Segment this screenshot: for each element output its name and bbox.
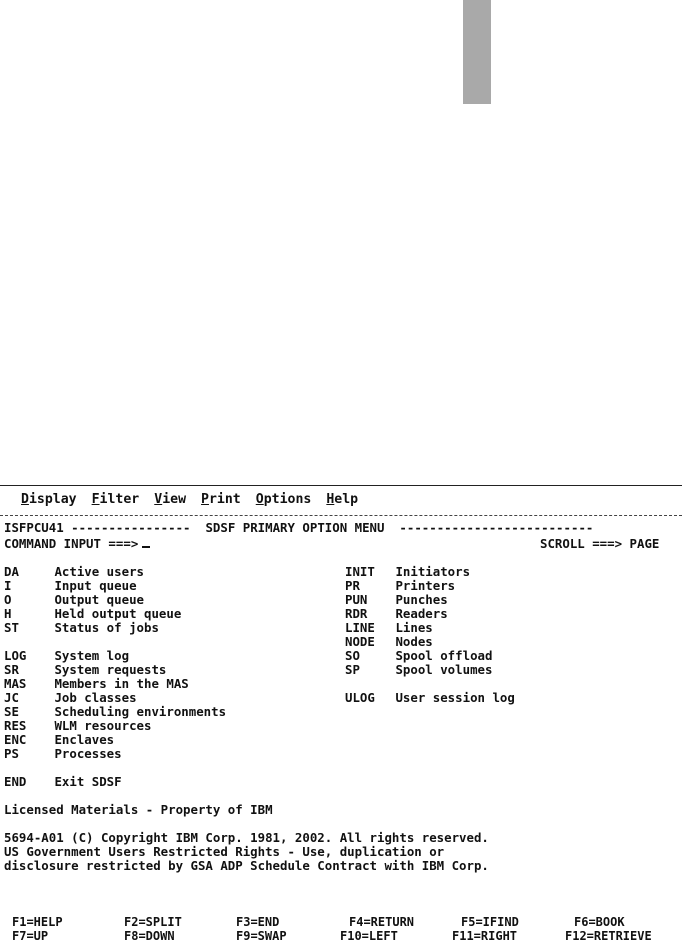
pf-key-f2[interactable]: F2=SPLIT xyxy=(124,915,182,929)
pf-key-f9[interactable]: F9=SWAP xyxy=(236,929,287,943)
option-line[interactable] xyxy=(345,620,433,635)
option-code: O xyxy=(4,592,12,607)
option-label: Status of jobs xyxy=(54,620,159,635)
option-so[interactable] xyxy=(345,648,492,663)
option-code: PR xyxy=(345,578,360,593)
option-code: INIT xyxy=(345,564,375,579)
option-h[interactable] xyxy=(4,606,181,621)
option-label: Processes xyxy=(54,746,122,761)
option-code: SP xyxy=(345,662,360,677)
option-label: Input queue xyxy=(54,578,137,593)
pf-key-f10[interactable]: F10=LEFT xyxy=(340,929,398,943)
option-label: Printers xyxy=(395,578,456,593)
license-text: Licensed Materials - Property of IBM xyxy=(4,802,273,817)
pf-key-f4[interactable]: F4=RETURN xyxy=(349,915,415,929)
scroll-value[interactable]: PAGE xyxy=(629,536,660,551)
option-label: Spool volumes xyxy=(395,662,493,677)
copyright-line-2: US Government Users Restricted Rights - Use, duplication or xyxy=(4,844,445,859)
option-label: Readers xyxy=(395,606,448,621)
option-enc[interactable] xyxy=(4,732,114,747)
scroll-label: SCROLL ===> xyxy=(540,536,623,551)
option-code: MAS xyxy=(4,676,27,691)
option-sp[interactable] xyxy=(345,662,492,677)
option-se[interactable] xyxy=(4,704,226,719)
menu-print[interactable]: Print xyxy=(201,492,241,507)
option-ulog[interactable] xyxy=(345,690,515,705)
option-code: I xyxy=(4,578,12,593)
option-code: JC xyxy=(4,690,19,705)
pf-key-f7[interactable]: F7=UP xyxy=(12,929,49,943)
option-jc[interactable] xyxy=(4,690,137,705)
pf-key-f1[interactable]: F1=HELP xyxy=(12,915,63,929)
panel-id: ISFPCU41 xyxy=(4,520,64,535)
option-label: Output queue xyxy=(54,592,144,607)
option-mas[interactable] xyxy=(4,676,189,691)
option-code: SO xyxy=(345,648,360,663)
option-label: System log xyxy=(54,648,130,663)
option-label: Held output queue xyxy=(54,606,182,621)
option-pun[interactable] xyxy=(345,592,448,607)
pf-key-f12[interactable]: F12=RETRIEVE xyxy=(565,929,652,943)
command-label: COMMAND INPUT ===> xyxy=(4,536,139,551)
title-dashes-right: -------------------------- xyxy=(399,520,594,535)
option-label: User session log xyxy=(395,690,515,705)
menu-filter[interactable]: Filter xyxy=(91,492,140,507)
option-label: Nodes xyxy=(395,634,433,649)
option-label: WLM resources xyxy=(54,718,152,733)
option-label: Active users xyxy=(54,564,144,579)
copyright-line-1: 5694-A01 (C) Copyright IBM Corp. 1981, 2002. All rights reserved. xyxy=(4,830,489,845)
option-da[interactable] xyxy=(4,564,144,579)
option-res[interactable] xyxy=(4,718,151,733)
option-code: H xyxy=(4,606,12,621)
command-input[interactable] xyxy=(142,546,150,548)
option-i[interactable] xyxy=(4,578,137,593)
pf-key-f5[interactable]: F5=IFIND xyxy=(461,915,519,929)
option-code: LOG xyxy=(4,648,27,663)
option-label: Spool offload xyxy=(395,648,493,663)
option-rdr[interactable] xyxy=(345,606,448,621)
option-init[interactable] xyxy=(345,564,470,579)
option-label: Enclaves xyxy=(54,732,115,747)
pf-key-f8[interactable]: F8=DOWN xyxy=(124,929,175,943)
option-code: PUN xyxy=(345,592,368,607)
option-st[interactable] xyxy=(4,620,159,635)
option-ps[interactable] xyxy=(4,746,122,761)
action-bar-separator xyxy=(0,515,682,516)
menu-display[interactable]: Display xyxy=(21,492,77,507)
command-line xyxy=(4,536,150,551)
option-code: ST xyxy=(4,620,19,635)
option-code: LINE xyxy=(345,620,375,635)
option-label: Job classes xyxy=(54,690,137,705)
option-label: Lines xyxy=(395,620,433,635)
option-label: System requests xyxy=(54,662,167,677)
copyright-line-3: disclosure restricted by GSA ADP Schedule Contract with IBM Corp. xyxy=(4,858,489,873)
option-label: Initiators xyxy=(395,564,471,579)
option-end[interactable] xyxy=(4,774,122,789)
pf-key-f6[interactable]: F6=BOOK xyxy=(574,915,625,929)
option-code: ULOG xyxy=(345,690,375,705)
option-label: Exit SDSF xyxy=(54,774,122,789)
option-code: PS xyxy=(4,746,19,761)
option-code: RDR xyxy=(345,606,368,621)
terminal-screen xyxy=(0,485,682,945)
option-code: ENC xyxy=(4,732,27,747)
option-sr[interactable] xyxy=(4,662,166,677)
option-code: RES xyxy=(4,718,27,733)
option-o[interactable] xyxy=(4,592,144,607)
option-label: Members in the MAS xyxy=(54,676,189,691)
option-code: SR xyxy=(4,662,19,677)
action-bar xyxy=(6,492,358,507)
option-node[interactable] xyxy=(345,634,433,649)
option-pr[interactable] xyxy=(345,578,455,593)
gray-tab-marker xyxy=(463,0,491,104)
menu-view[interactable]: View xyxy=(154,492,187,507)
option-label: Scheduling environments xyxy=(54,704,227,719)
option-code: NODE xyxy=(345,634,375,649)
option-code: END xyxy=(4,774,27,789)
pf-key-f3[interactable]: F3=END xyxy=(236,915,280,929)
scroll-field xyxy=(540,536,659,551)
option-label: Punches xyxy=(395,592,448,607)
option-code: SE xyxy=(4,704,19,719)
menu-options[interactable]: Options xyxy=(255,492,312,507)
title-dashes-left: ---------------- xyxy=(71,520,191,535)
option-log[interactable] xyxy=(4,648,129,663)
page-title: SDSF PRIMARY OPTION MENU xyxy=(205,520,385,535)
menu-help[interactable]: Help xyxy=(326,492,359,507)
option-code: DA xyxy=(4,564,19,579)
pf-key-f11[interactable]: F11=RIGHT xyxy=(452,929,518,943)
title-line xyxy=(4,520,593,535)
